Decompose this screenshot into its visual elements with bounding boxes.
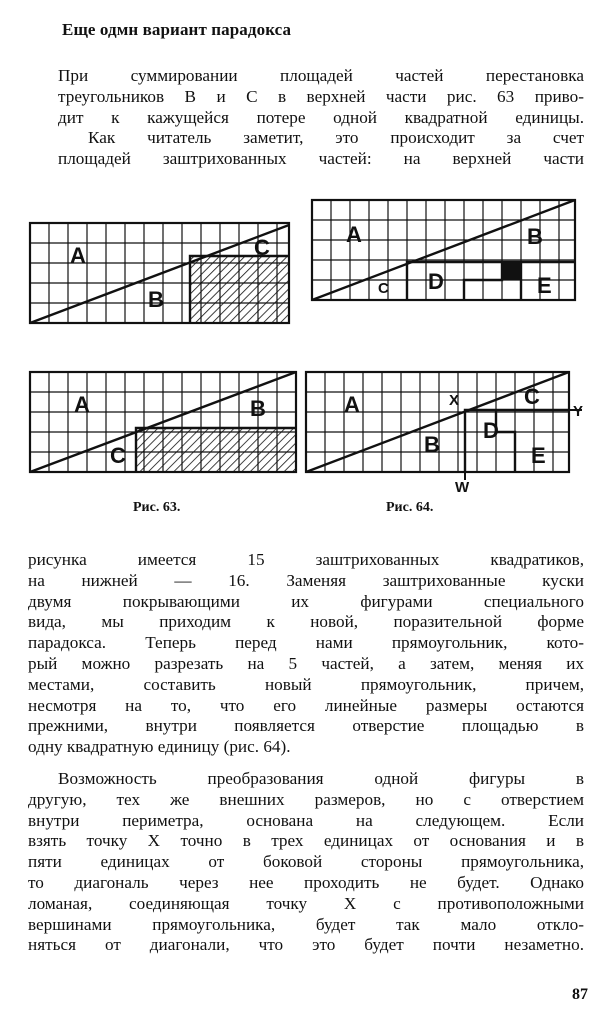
label-b: B (148, 287, 164, 312)
text-line: треугольников B и C в верхней части рис. 63 приво- (58, 86, 584, 106)
text-line: дит к кажущейся потере одной квадратной единицы. (58, 107, 584, 127)
hatched-region (136, 428, 296, 472)
figure-63-caption: Рис. 63. (133, 500, 181, 515)
figure-64-top (312, 200, 575, 300)
text-line: няться от диагонали, что это будет почти незаметно. (28, 935, 584, 955)
label-c: C (524, 384, 540, 409)
text-line: вида, мы приходим к новой, поразительной форме (28, 612, 584, 632)
figure-64-bottom (306, 372, 583, 496)
paragraph-2 (28, 550, 584, 758)
text-line: При суммировании площадей частей перестановка (58, 66, 584, 85)
label-e: E (537, 273, 552, 298)
text-line: то диагональ через нее проходить не будет. Однако (28, 872, 584, 892)
label-a: A (346, 222, 362, 247)
figure-63-bottom (30, 372, 296, 472)
text-line: вершинами прямоугольника, будет так мало откло- (28, 914, 584, 934)
paragraph-3 (28, 769, 584, 956)
text-line: другую, тех же внешних размеров, но с отверстием (28, 789, 584, 809)
text-line: взять точку X точно в трех единицах от основания и в (28, 831, 584, 851)
label-b: B (250, 396, 266, 421)
text-line: пяти единицах от боковой стороны прямоугольника, (28, 852, 584, 872)
text-line: Возможность преобразования одной фигуры в (58, 769, 584, 788)
label-b: B (527, 224, 543, 249)
label-a: A (74, 392, 90, 417)
text-line: внутри периметра, основана на следующем. Если (28, 810, 584, 830)
text-line: несмотря на то, что его линейные размеры остаются (28, 695, 584, 715)
text-line: прежними, внутри появляется отверстие площадью в (28, 716, 584, 736)
figure-64-caption: Рис. 64. (386, 500, 434, 515)
label-a: A (70, 243, 86, 268)
text-line: одну квадратную единицу (рис. 64). (28, 737, 291, 757)
label-a: A (344, 392, 360, 417)
label-e: E (531, 443, 546, 468)
text-line: рый можно разрезать на 5 частей, а затем, меняя их (28, 653, 584, 673)
text-line: парадокса. Теперь перед нами прямоугольник, кото- (28, 633, 584, 653)
page-number: 87 (572, 986, 588, 1003)
text-line: рисунка имеется 15 заштрихованных квадратиков, (28, 550, 584, 569)
text-line: Как читатель заметит, это происходит за счет (88, 128, 584, 148)
label-b: B (424, 432, 440, 457)
label-x: X (449, 392, 460, 409)
label-c: C (254, 235, 270, 260)
text-line: площадей заштрихованных частей: на верхней части (58, 149, 584, 169)
label-d: D (428, 269, 444, 294)
label-w: W (455, 479, 470, 496)
label-c: C (378, 280, 389, 297)
text-line: двумя покрывающими их фигурами специального (28, 591, 584, 611)
text-line: ломаная, соединяющая точку X с противоположными (28, 893, 584, 913)
label-c: C (110, 443, 126, 468)
text-line: местами, составить новый прямоугольник, причем, (28, 674, 584, 694)
hole-square (503, 262, 521, 280)
label-d: D (483, 418, 499, 443)
text-line: на нижней — 16. Заменяя заштрихованные куски (28, 570, 584, 590)
section-heading: Еще одмн вариант парадокса (62, 20, 292, 39)
figure-63-top (30, 223, 289, 323)
label-y: Y (573, 403, 584, 420)
